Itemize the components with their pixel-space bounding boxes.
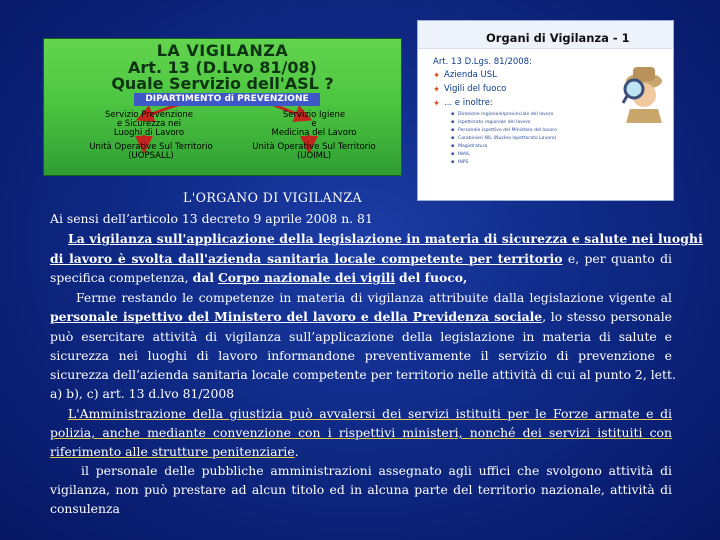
sub-bullet-icon: ▪	[451, 159, 455, 165]
left-service-line1: Servizio Prevenzione	[104, 110, 194, 120]
organi-sub-item: Personale ispettivo del Ministero del lavoro	[458, 128, 557, 133]
bullet-icon: ✦	[433, 85, 441, 95]
organi-item: ... e inoltre:	[444, 98, 493, 108]
right-unit-line2: (UOIML)	[296, 151, 332, 161]
body-line-14	[50, 461, 672, 481]
organi-header	[418, 21, 673, 49]
body-line-9: sicurezza dell’azienda sanitaria locale competente per territorio nelle attività di cui al punto 2, lett.	[50, 367, 676, 382]
body-line-13-text: riferimento alle strutture penitenziarie	[50, 444, 295, 459]
organi-sub-item: Ispettorato regionale del lavoro	[458, 120, 531, 125]
body-line-3	[50, 249, 672, 269]
left-unit-line2: (UOPSALL)	[128, 151, 174, 161]
body-line-6	[50, 307, 672, 327]
page-title: L'ORGANO DI VIGILANZA	[183, 190, 363, 205]
body-line-7: può esercitare attività di vigilanza sull’applicazione della legislazione in materia di salute e	[50, 329, 672, 344]
body-line-6-rest: , lo stesso personale	[542, 309, 672, 324]
body-line-4	[50, 268, 468, 288]
body-line-13	[50, 442, 299, 462]
body-line-12: polizia, anche mediante convenzione con i rispettivi ministeri, nonché dei servizi istituiti con	[50, 425, 672, 440]
organi-item: Vigili del fuoco	[444, 84, 507, 94]
left-service-line3: Luoghi di Lavoro	[113, 128, 185, 138]
organi-item: Azienda USL	[444, 70, 497, 80]
body-line-4-b: dal	[192, 270, 214, 285]
organi-di-vigilanza-image	[417, 20, 674, 201]
right-service-line1: Servizio Igiene	[282, 110, 346, 120]
body-line-15: vigilanza, non può prestare ad alcun titolo ed in alcuna parte del territorio nazionale, attività di	[50, 482, 672, 497]
organi-ref: Art. 13 D.Lgs. 81/2008:	[433, 57, 532, 67]
body-line-4-c: Corpo nazionale dei vigili	[217, 270, 396, 285]
left-unit	[76, 143, 226, 161]
sub-bullet-icon: ▪	[451, 111, 455, 117]
body-line-3-rest: e, per quanto di	[562, 251, 673, 266]
body-line-14-text: il personale delle pubbliche amministrazioni assegnato agli uffici che svolgono attività di	[81, 463, 672, 478]
body-line-11	[50, 404, 672, 424]
organi-heading: Organi di Vigilanza - 1	[486, 31, 630, 45]
right-service	[259, 111, 369, 138]
right-unit-line1: Unità Operative Sul Territorio	[252, 142, 376, 152]
body-line-1: Ai sensi dell’articolo 13 decreto 9 aprile 2008 n. 81	[50, 211, 373, 226]
sub-bullet-icon: ▪	[451, 143, 455, 149]
vigilanza-article: Art. 13 (D.Lvo 81/08)	[128, 58, 317, 77]
body-line-4-d: del fuoco,	[399, 270, 468, 285]
detective-icon	[622, 59, 668, 123]
body-line-6-underlined: personale ispettivo del Ministero del lavoro e della Previdenza sociale	[50, 309, 543, 324]
organi-sub-item: INAIL	[458, 152, 470, 157]
body-line-16: consulenza	[50, 501, 120, 516]
body-line-10: a) b), c) art. 13 d.lvo 81/2008	[50, 386, 235, 401]
organi-sub-item: Direzione regionale/provinciale del lavoro	[458, 112, 554, 117]
right-unit	[239, 143, 389, 161]
sub-bullet-icon: ▪	[451, 119, 455, 125]
right-service-line3: Medicina del Lavoro	[271, 128, 357, 138]
organi-sub-item: Magistratura	[458, 144, 488, 149]
sub-bullet-icon: ▪	[451, 127, 455, 133]
body-line-3-underlined: di lavoro è svolta dall'azienda sanitaria locale competente per territorio	[50, 251, 563, 266]
sub-bullet-icon: ▪	[451, 135, 455, 141]
department-label: DIPARTIMENTO di PREVENZIONE	[134, 93, 320, 106]
body-line-4-a: specifica competenza,	[50, 270, 189, 285]
body-line-5	[50, 288, 672, 308]
vigilanza-question: Quale Servizio dell'ASL ?	[111, 74, 334, 93]
sub-bullet-icon: ▪	[451, 151, 455, 157]
left-service-line2: e Sicurezza nei	[116, 119, 182, 129]
body-line-2	[50, 229, 703, 249]
left-service	[84, 111, 214, 138]
la-vigilanza-image	[43, 38, 402, 176]
body-line-5-text: Ferme restando le competenze in materia di vigilanza attribuite dalla legislazione vigente al	[76, 290, 672, 305]
body-line-8: sicurezza nei luoghi di lavoro informandone preventivamente il servizio di prevenzione e	[50, 348, 672, 363]
body-line-13-dot: .	[294, 444, 299, 459]
organi-sub-item: Carabinieri NIL (Nucleo Ispettorato Lavoro)	[458, 136, 557, 141]
vigilanza-title: LA VIGILANZA	[156, 41, 289, 60]
left-unit-line1: Unità Operative Sul Territorio	[89, 142, 213, 152]
right-service-line2: e	[311, 119, 317, 129]
body-line-11-text: L'Amministrazione della giustizia può avvalersi dei servizi istituiti per le Forze armate e di	[68, 406, 672, 421]
bullet-icon: ✦	[433, 71, 441, 81]
body-line-2-text: La vigilanza sull'applicazione della legislazione in materia di sicurezza e salute nei luoghi	[68, 231, 703, 246]
bullet-icon: ✦	[433, 99, 441, 109]
organi-sub-item: INPS	[458, 160, 469, 165]
